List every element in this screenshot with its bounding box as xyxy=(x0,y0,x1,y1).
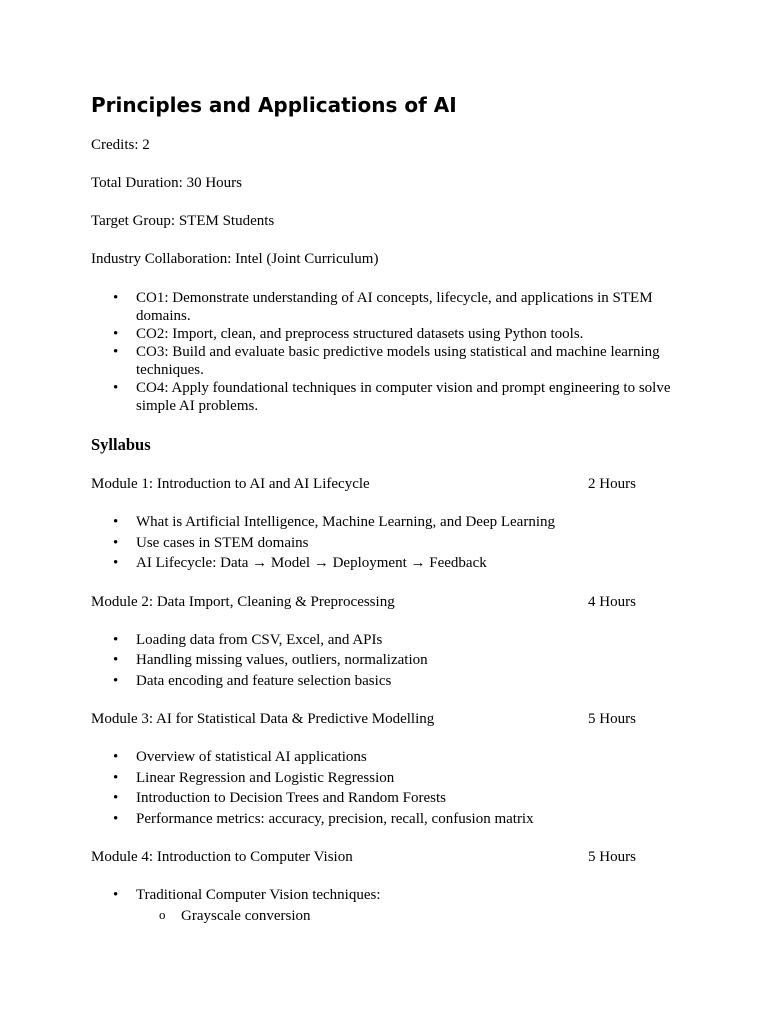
module-title: Module 2: Data Import, Cleaning & Preprocessing xyxy=(91,593,395,610)
module-4-topics xyxy=(91,885,691,926)
duration-line: Total Duration: 30 Hours xyxy=(91,175,243,191)
module-title: Module 1: Introduction to AI and AI Lifecycle xyxy=(91,476,370,492)
module-hours: 2 Hours xyxy=(588,476,636,492)
module-3-topics xyxy=(91,747,691,829)
target-group-line: Target Group: STEM Students xyxy=(91,213,275,229)
module-1-topics xyxy=(91,512,691,574)
syllabus-heading: Syllabus xyxy=(91,435,151,454)
course-outcome-item: • CO4: Apply foundational techniques in computer vision and prompt engineering to solve simple AI problems. xyxy=(91,379,681,415)
module-2-header xyxy=(91,592,691,612)
topic-item: • Performance metrics: accuracy, precision, recall, confusion matrix xyxy=(91,809,691,830)
course-outcome-item: • CO3: Build and evaluate basic predictive models using statistical and machine learning techniques. xyxy=(91,343,681,379)
document-body xyxy=(91,92,691,926)
module-1-header xyxy=(91,474,691,494)
topic-item xyxy=(91,885,691,926)
module-2-topics xyxy=(91,630,691,692)
course-outcomes-list xyxy=(91,289,681,415)
module-4-header xyxy=(91,847,691,867)
module-title: Module 3: AI for Statistical Data & Predictive Modelling xyxy=(91,711,435,727)
document-title: Principles and Applications of AI xyxy=(91,93,457,117)
module-hours: 4 Hours xyxy=(588,593,636,610)
industry-collaboration-line: Industry Collaboration: Intel (Joint Curriculum) xyxy=(91,251,379,267)
topic-item: • Linear Regression and Logistic Regression xyxy=(91,768,691,789)
course-outcome-item: • CO1: Demonstrate understanding of AI concepts, lifecycle, and applications in STEM domains. xyxy=(91,289,681,325)
topic-item: • Handling missing values, outliers, normalization xyxy=(91,650,691,671)
topic-item: • Loading data from CSV, Excel, and APIs xyxy=(91,630,691,651)
topic-item: • Introduction to Decision Trees and Random Forests xyxy=(91,788,691,809)
module-title: Module 4: Introduction to Computer Vision xyxy=(91,849,353,865)
module-3-header xyxy=(91,709,691,729)
subtopic-list xyxy=(136,906,691,926)
credits-line: Credits: 2 xyxy=(91,137,150,153)
subtopic-item: o Grayscale conversion xyxy=(91,906,691,926)
topic-item: • Overview of statistical AI applications xyxy=(91,747,691,768)
topic-item: • Data encoding and feature selection basics xyxy=(91,671,691,692)
topic-item: • Use cases in STEM domains xyxy=(91,533,691,554)
module-hours: 5 Hours xyxy=(588,711,636,727)
topic-item: • What is Artificial Intelligence, Machine Learning, and Deep Learning xyxy=(91,512,691,533)
topic-item: • AI Lifecycle: Data → Model → Deployment → Feedback xyxy=(91,553,691,574)
module-hours: 5 Hours xyxy=(588,849,636,865)
topic-text: Traditional Computer Vision techniques: xyxy=(136,887,381,903)
course-outcome-item: • CO2: Import, clean, and preprocess structured datasets using Python tools. xyxy=(91,325,681,343)
